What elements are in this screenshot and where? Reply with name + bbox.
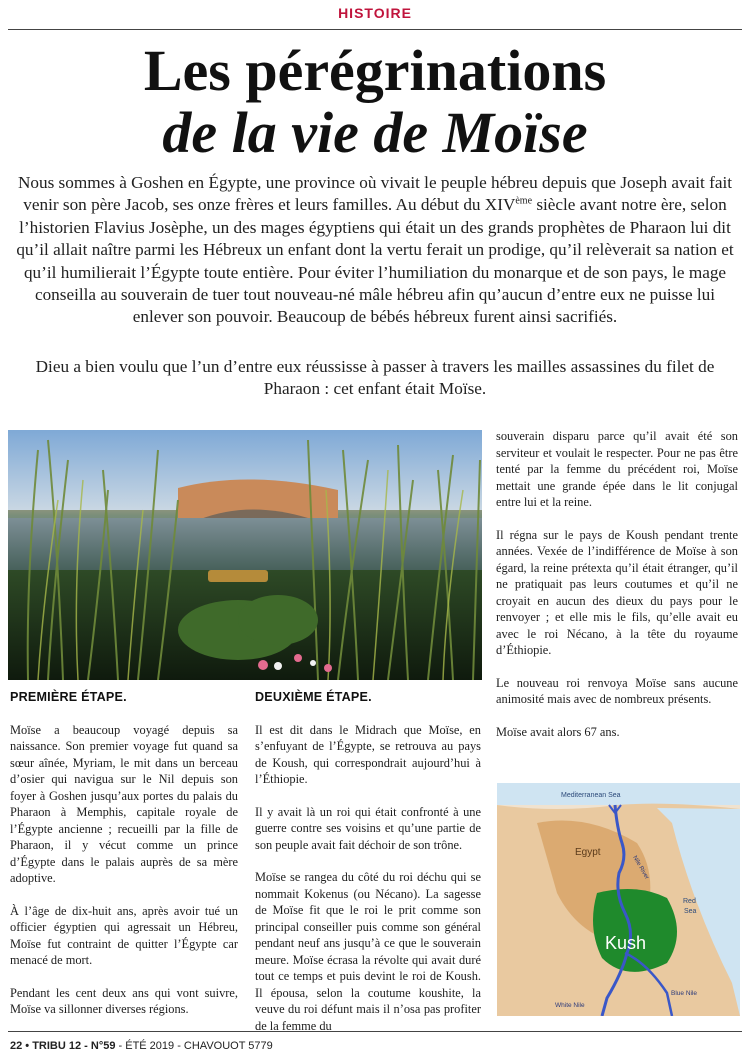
paragraph: souverain disparu parce qu’il avait été son serviteur et voulait le respecter. Pour ne pas être tenté par la femme du précédent roi, Moïse mettait une grande épée dans le lit conjugal entre lui et la reine.: [496, 429, 738, 509]
top-rule: [8, 29, 742, 30]
intro-paragraph: [14, 172, 736, 329]
column-first-stage: [10, 689, 238, 1034]
article-title-line1: Les pérégrinations: [143, 38, 607, 103]
paragraph: À l’âge de dix-huit ans, après avoir tué un officier égyptien qui agressait un Hébreu, Moïse fut contraint de quitter l’Égypte car menacé de mort.: [10, 903, 238, 967]
paragraph: Il est dit dans le Midrach que Moïse, en s’enfuyant de l’Égypte, se retrouva au pays de Koush, qui correspondrait aujourd’hui à l’Éthiopie.: [255, 722, 481, 786]
paragraph: Le nouveau roi renvoya Moïse sans aucune animosité mais avec de nombreux présents.: [496, 675, 738, 706]
article-title-line2: de la vie de Moïse: [162, 100, 588, 165]
map-label-egypt: Egypt: [575, 847, 601, 858]
paragraph: Moïse se rangea du côté du roi déchu qui se nommait Kokenus (ou Nécano). La sagesse de Moïse fit que le roi le prit comme son principal conseiller puis comme son général pendant neuf ans jusqu’à ce que le souverain meure. Moïse écrasa la révolte qui avait duré tout ce temps et puis devint le roi de Koush. Il épousa, selon la coutume koushite, la veuve du roi défunt mais il n’osa pas profiter de la femme du: [255, 870, 481, 1033]
intro-text-a: Nous sommes à Goshen en Égypte, une province où vivait le peuple hébreu depuis que Joseph avait fait venir son père Jacob, ses onze frères et leurs familles. Au début du XIV: [17, 173, 733, 215]
footer-page: 22 • TRIBU 12 - N°59: [10, 1040, 116, 1052]
footer-issue: - ÉTÉ 2019 - CHAVOUOT 5779: [115, 1040, 273, 1052]
bottom-rule: [8, 1031, 742, 1032]
section-tag: HISTOIRE: [338, 5, 412, 21]
column-second-stage: [255, 689, 481, 1050]
kush-map: [497, 783, 740, 1016]
map-label-blue-nile: Blue Nile: [671, 990, 698, 997]
map-label-red-sea-2: Sea: [684, 908, 697, 915]
intro-text-b: siècle avant notre ère, selon l’historien Flavius Josèphe, un des mages égyptiens qui était un des grands prophètes de Pharaon lui dit qu’il allait naître parmi les Hébreux un enfant dont la vertu ferait un prodige, qu’il relèverait sa nation et qu’il humilierait l’Égypte toute entière. Pour éviter l’humiliation du monarque et de son pays, le mage conseilla au souverain de tuer tout nouveau-né mâle hébreu afin qu’aucun d’entre eux ne puisse lui enlever son pouvoir. Beaucoup de bébés hébreux furent ainsi sacrifiés.: [16, 195, 734, 327]
column-third: [496, 428, 738, 756]
heading-first-stage: PREMIÈRE ÉTAPE.: [10, 690, 127, 704]
map-label-mediterranean: Mediterranean Sea: [561, 792, 621, 799]
paragraph: Pendant les cent deux ans qui vont suivre, Moïse va sillonner diverses régions.: [10, 985, 238, 1016]
map-label-nile: Nile River: [631, 855, 650, 881]
map-label-kush: Kush: [605, 933, 647, 953]
map-label-red-sea-1: Red: [683, 898, 696, 905]
reeds-river-photo: [8, 430, 482, 680]
page-footer: [10, 1040, 273, 1052]
intro-superscript: ème: [515, 195, 533, 207]
intro-paragraph-2: Dieu a bien voulu que l’un d’entre eux réussisse à passer à travers les mailles assassines du filet de Pharaon : cet enfant était Moïse.: [35, 357, 715, 399]
paragraph: Il régna sur le pays de Koush pendant trente années. Vexée de l’indifférence de Moïse à son égard, la reine prétexta qu’il était étranger, qu’il ne pratiquait pas leurs coutumes et qu’il ne croyait en aucun des dieux du pays pour le renvoyer ; et elle mis le fils, qu’elle avait eu avec le roi Nécano, à la tête du royaume d’Éthiopie.: [496, 527, 738, 657]
paragraph: Moïse a beaucoup voyagé depuis sa naissance. Son premier voyage fut quand sa sœur aînée, Myriam, le mit dans un berceau d’osier qui navigua sur le Nil depuis son foyer à Goshen jusqu’aux portes du palais du Pharaon à Memphis, capitale royale de l’Égypte ancienne ; recueilli par la fille de Pharaon, il y vécut comme un prince d’Égypte dans le palais auprès de sa mère adoptive.: [10, 722, 238, 885]
paragraph: Moïse avait alors 67 ans.: [496, 724, 620, 739]
map-label-white-nile: White Nile: [555, 1002, 585, 1009]
heading-second-stage: DEUXIÈME ÉTAPE.: [255, 690, 372, 704]
reeds-river-illustration: [8, 430, 482, 680]
kush-map-illustration: [497, 783, 740, 1016]
paragraph: Il y avait là un roi qui était confronté à une guerre contre ses voisins et qu’une partie de son peuple avait fait déchoir de son trône.: [255, 804, 481, 852]
